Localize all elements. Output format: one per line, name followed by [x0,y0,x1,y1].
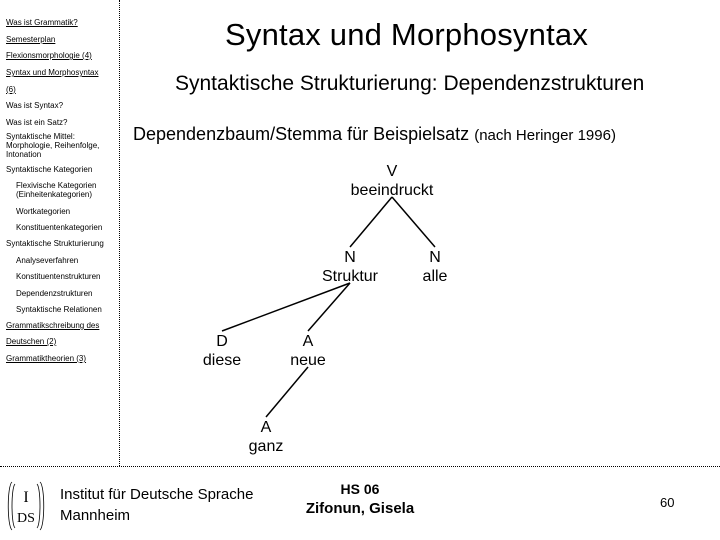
sidebar-item-syntax-count[interactable]: (6) [6,85,16,94]
node-a2-word: ganz [248,438,284,455]
heading-text: Dependenzbaum/Stemma für Beispielsatz [133,124,470,144]
svg-text:I: I [23,489,29,506]
ids-logo [6,480,46,532]
edge-a1-a2 [266,367,308,417]
course-info [300,479,420,519]
page-number: 60 [660,495,675,510]
slide-title: Syntax und Morphosyntax [225,17,589,52]
sidebar-item-dependenzstrukturen[interactable]: Dependenzstrukturen [16,289,93,298]
sidebar-item-syntaktische-mittel[interactable]: Syntaktische Mittel: Morphologie, Reihenfolge, Intonation [6,132,100,159]
sidebar-item-semesterplan[interactable]: Semesterplan [6,35,56,44]
node-n1-category: N [344,249,356,266]
node-d-category: D [216,333,228,350]
node-v-category: V [386,163,398,180]
sidebar-item-wortkategorien[interactable]: Wortkategorien [16,207,71,216]
node-a1-category: A [302,333,314,350]
sidebar-item-flexionsmorphologie[interactable]: Flexionsmorphologie (4) [6,51,92,60]
sidebar-item-syntaktische-relationen[interactable]: Syntaktische Relationen [16,305,102,314]
sidebar-item-flexivische-kategorien[interactable]: Flexivische Kategorien (Einheitenkategorien) [16,181,97,199]
sidebar-item-grammatikschreibung-count[interactable]: Deutschen (2) [6,337,57,346]
institute-name [60,484,253,526]
node-n1-word: Struktur [321,268,379,285]
node-a1-word: neue [290,352,326,369]
edge-v-n1 [350,197,392,247]
sidebar-item-was-ist-syntax[interactable]: Was ist Syntax? [6,101,64,110]
sidebar-item-analyseverfahren[interactable]: Analyseverfahren [16,256,79,265]
node-n2-word: alle [422,268,448,285]
sidebar-item-syntaktische-kategorien[interactable]: Syntaktische Kategorien [6,165,93,174]
node-n2-category: N [429,249,441,266]
node-v-word: beeindruckt [350,182,434,199]
svg-text:DS: DS [17,511,35,526]
sidebar-item-was-ist-ein-satz[interactable]: Was ist ein Satz? [6,118,68,127]
institute-line-1: Institut für Deutsche Sprache [60,486,254,503]
slide-subtitle: Syntaktische Strukturierung: Dependenzstrukturen [175,72,645,95]
course-author: Zifonun, Gisela [305,500,415,517]
sidebar-item-was-ist-grammatik[interactable]: Was ist Grammatik? [6,18,78,27]
node-d-word: diese [202,352,242,369]
sidebar-item-konstituentenstrukturen[interactable]: Konstituentenstrukturen [16,272,101,281]
institute-line-2: Mannheim [60,507,131,524]
sidebar-item-syntaktische-strukturierung[interactable]: Syntaktische Strukturierung [6,239,104,248]
edge-v-n2 [392,197,435,247]
sidebar-item-konstituentenkategorien[interactable]: Konstituentenkategorien [16,223,103,232]
sidebar-item-grammatikschreibung[interactable]: Grammatikschreibung des [6,321,100,330]
course-code: HS 06 [340,481,380,497]
node-a2-category: A [260,419,272,436]
sidebar-item-grammatiktheorien[interactable]: Grammatiktheorien (3) [6,354,87,363]
heading-source: (nach Heringer 1996) [474,127,616,144]
edge-n1-d [222,283,350,331]
footer-divider [0,466,720,467]
sidebar-item-syntax-und-morphosyntax[interactable]: Syntax und Morphosyntax [6,68,99,77]
